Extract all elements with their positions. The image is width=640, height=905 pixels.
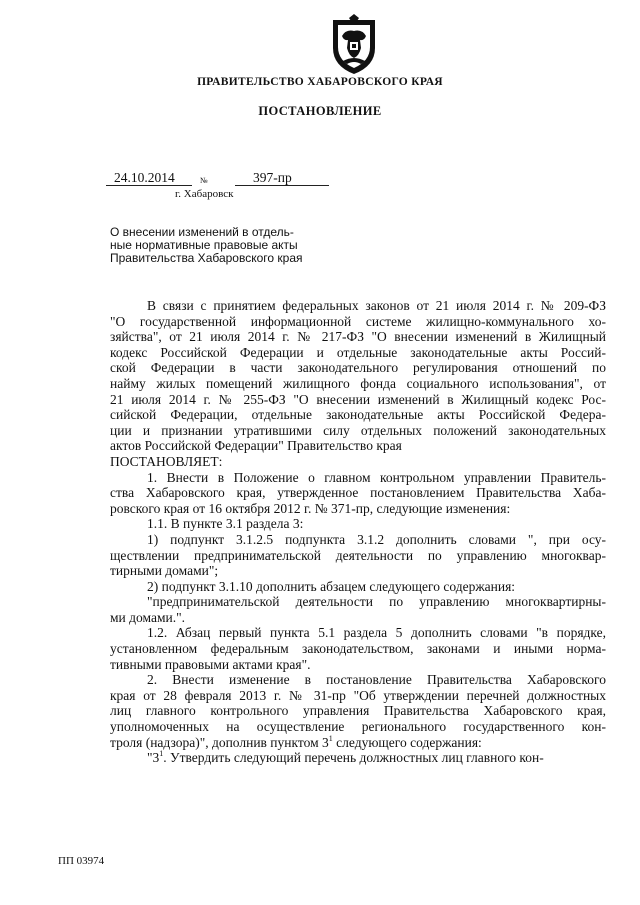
document-city: г. Хабаровск — [175, 188, 234, 200]
item-1-1-1: 1) подпункт 3.1.2.5 подпункта 3.1.2 дополнить словами ", при осу- ществлении предпринимательской деятельности по управлению многоквар- тирными домами"; — [110, 531, 606, 579]
number-sign: № — [200, 176, 208, 185]
resolves-heading: ПОСТАНОВЛЯЕТ: — [110, 453, 223, 469]
item-1: 1. Внести в Положение о главном контрольном управлении Правитель- ства Хабаровского края, утвержденное постановлением Правительства Хаба- ровского края от 16 октября 2012 г. № 371-пр, следующие изменения: — [110, 469, 606, 516]
coat-of-arms-emblem — [331, 14, 377, 76]
document-subject: О внесении изменений в отдель- ные нормативные правовые акты Правительства Хабаровского края — [110, 225, 303, 265]
government-title: ПРАВИТЕЛЬСТВО ХАБАРОВСКОГО КРАЯ — [197, 76, 443, 88]
item-1-1: 1.1. В пункте 3.1 раздела 3: — [147, 516, 304, 532]
footer-code: ПП 03974 — [58, 855, 105, 867]
document-body — [110, 298, 606, 766]
document-number: 397-пр — [253, 170, 292, 185]
preamble-paragraph: В связи с принятием федеральных законов от 21 июля 2014 г. № 209-ФЗ "О государственной информационной системе жилищно-коммунального хо- зяйства", от 21 июля 2014 г. № 217-ФЗ "О внесении изменений в Жилищный кодекс Российской Федерации и отдельные законодательные акты Россий- ской Федерации в части законодательного регулирования отношений по найму жилых помещений жилищного фонда социального использования", от 21 июля 2014 г. № 255-ФЗ "О внесении изменений в Жилищный кодекс Рос- сийской Федерации, отдельные законодательные акты Российской Федера- ции и признании утратившими силу отдельных положений законодательных актов Российской Федерации" Правительство края — [110, 298, 606, 454]
quote-1: "предпринимательской деятельности по управлению многоквартирны- ми домами.". — [110, 594, 606, 625]
document-date: 24.10.2014 — [114, 170, 175, 185]
item-1-1-2: 2) подпункт 3.1.10 дополнить абзацем следующего содержания: — [147, 578, 516, 594]
item-1-2: 1.2. Абзац первый пункта 5.1 раздела 5 дополнить словами "в порядке, установленном федеральным законодательством, законами и иными норма- тивными правовыми актами края". — [110, 625, 606, 672]
item-3-1: "$3^1$. Утвердить следующий перечень должностных лиц главного кон- — [147, 749, 544, 766]
document-type: ПОСТАНОВЛЕНИЕ — [258, 104, 382, 118]
item-2: 2. Внести изменение в постановление Правительства Хабаровского края от 28 февраля 2013 г. № 31-пр "Об утверждении перечней должностных лиц главного контрольного управления Правительства Хабаровского края, уполномоченных на осуществление регионального государственного кон- троля (надзора)", дополнив пунктом $3^1$ следующего содержания: — [110, 672, 606, 750]
